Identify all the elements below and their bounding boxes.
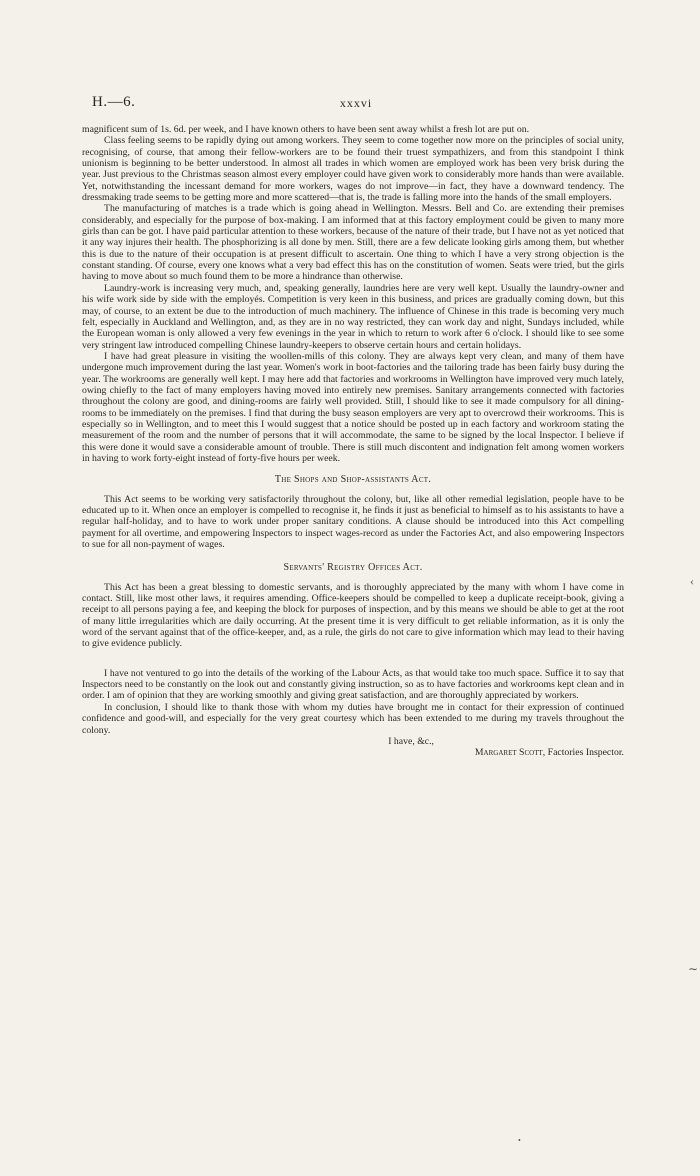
margin-mark: ∼	[688, 962, 699, 976]
body-text	[82, 124, 624, 759]
document-reference: H.—6.	[92, 94, 136, 110]
section-gap	[82, 650, 624, 668]
section-heading-servants-act: Servants' Registry Offices Act.	[283, 562, 423, 574]
section-heading-shops-act: The Shops and Shop-assistants Act.	[274, 474, 432, 486]
paragraph: Class feeling seems to be rapidly dying out among workers. They seem to come together now more on the principles of social unity, recognising, of course, that among their fellow-workers are to be found their truest sympathizers, and from this standpoint I think unionism is beginning to be better understood. In almost all trades in which women are employed work has been very brisk during the year. Just previous to the Christmas season almost every employer could have given work to considerably more hands than were available. Yet, notwithstanding the incessant demand for more workers, wages do not improve—in fact, they have a downward tendency. The dressmaking trade seems to be getting more and more scattered—that is, the trade is falling more into the hands of the small employers.	[82, 135, 624, 204]
paragraph: I have not ventured to go into the details of the working of the Labour Acts, as that would take too much space. Suffice it to say that Inspectors need to be constantly on the look out and constantly giving instruction, so as to have factories and workrooms kept clean and in order. I am of opinion that they are working smoothly and giving great satisfaction, and are thoroughly appreciated by workers.	[82, 667, 624, 702]
signatory-title: Factories Inspector.	[547, 747, 624, 759]
signatory-name: Margaret Scott,	[474, 747, 546, 759]
valediction: I have, &c.,	[388, 735, 434, 747]
speck-mark: •	[518, 1136, 521, 1145]
paragraph: Laundry-work is increasing very much, and, speaking generally, laundries here are very well kept. Usually the laundry-owner and his wife work side by side with the employés. Competition is very keen in this business, and prices are gradually coming down, but this may, of course, to an extent be due to the introduction of much machinery. The influence of Chinese in this trade is becoming very much felt, especially in Auckland and Wellington, and, as they are in no way restricted, they can work day and night, Sundays included, while the European woman is only allowed a very few evenings in the year in which to return to work after 6 o'clock. I should like to see some very stringent law introduced compelling Chinese laundry-keepers to observe certain hours and certain holidays.	[82, 282, 624, 351]
margin-mark: ‹	[690, 574, 694, 588]
paragraph: This Act seems to be working very satisfactorily throughout the colony, but, like all other remedial legislation, people have to be educated up to it. When once an employer is compelled to recognise it, he finds it just as beneficial to himself as to his assistants to have a regular half-holiday, and to have to work under proper sanitary conditions. A clause should be introduced into this Act compelling payment for all overtime, and empowering Inspectors to inspect wages-record as under the Factories Act, and also empowering Inspectors to sue for all non-payment of wages.	[82, 493, 624, 551]
paragraph: In conclusion, I should like to thank those with whom my duties have brought me in contact for their expression of continued confidence and good-will, and especially for the very great courtesy which has been extended to me during my travels throughout the colony.	[82, 701, 624, 736]
paragraph: magnificent sum of 1s. 6d. per week, and I have known others to have been sent away whilst a fresh lot are put on.	[82, 124, 530, 135]
signature-line	[82, 747, 624, 758]
paragraph: The manufacturing of matches is a trade which is going ahead in Wellington. Messrs. Bell and Co. are extending their premises considerably, and especially for the purpose of box-making. I am informed that at this factory employment could be given to many more girls than can be got. I have paid particular attention to these workers, because of the nature of their trade, but I have not as yet noticed that it any way injures their health. The phosphorizing is all done by men. Still, there are a few delicate looking girls among them, but whether this is due to the nature of their occupation is at present difficult to ascertain. One thing to which I have a very strong objection is the constant standing. Of course, every one knows what a very bad effect this has on the constitution of women. Seats were tried, but the girls having to move about so much found them to be more a hindrance than otherwise.	[82, 203, 625, 283]
page-number: xxxvi	[339, 96, 373, 110]
page-header	[92, 94, 620, 114]
paragraph: This Act has been a great blessing to domestic servants, and is thoroughly appreciated by the many with whom I have come in contact. Still, like most other laws, it requires amending. Office-keepers should be compelled to keep a duplicate receipt-book, giving a receipt to all persons paying a fee, and keeping the block for purposes of inspection, and by this means we should be able to get at the root of many little irregularities which are daily occurring. At the present time it is very difficult to get reliable information, as it is only the word of the servant against that of the office-keeper, and, as a rule, the girls do not care to give information which may lead to their having to give evidence publicly.	[82, 581, 624, 650]
paragraph: I have had great pleasure in visiting the woollen-mills of this colony. They are always kept very clean, and many of them have undergone much improvement during the last year. Women's work in boot-factories and the tailoring trade has been fairly busy during the year. The workrooms are generally well kept. I may here add that factories and workrooms in Wellington have improved very much lately, owing chiefly to the fact of many employers having moved into entirely new premises. Sanitary arrangements connected with factories throughout the colony are good, and dining-rooms are fairly well provided. Still, I should like to see it made compulsory for all dining-rooms to be immediately on the premises. I find that during the busy season employers are very apt to overcrowd their workrooms. This is especially so in Wellington, and to meet this I would suggest that a notice should be posted up in each factory and workroom stating the measurement of the room and the number of persons that it will accommodate, the same to be signed by the local Inspector. I believe if this were done it would save a considerable amount of trouble. There is still much discontent and indignation felt among women workers in having to work forty-eight instead of forty-five hours per week.	[82, 350, 624, 464]
